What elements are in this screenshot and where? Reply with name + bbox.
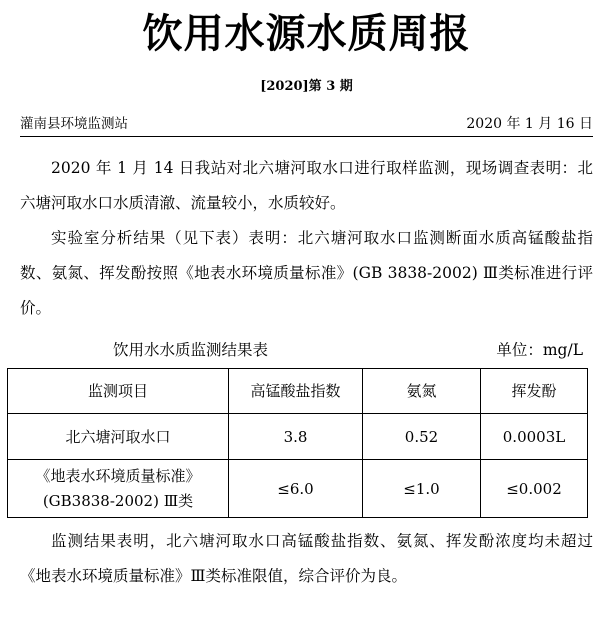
paragraph-field-survey: 2020 年 1 月 14 日我站对北六塘河取水口进行取样监测，现场调查表明：北六塘河取水口水质清澈、流量较小，水质较好。 bbox=[20, 159, 593, 212]
issue-number: [2020]第 3 期 bbox=[260, 79, 353, 94]
masthead-meta bbox=[20, 115, 593, 137]
table-header-row bbox=[8, 369, 588, 414]
cell-standard-volatile-phenol: ≤0.002 bbox=[481, 460, 588, 518]
issue-date: 2020 年 1 月 16 日 bbox=[466, 116, 593, 132]
table-caption-row bbox=[20, 335, 593, 365]
cell-standard-ammonia-nitrogen: ≤1.0 bbox=[363, 460, 481, 518]
cell-ammonia-nitrogen: 0.52 bbox=[363, 414, 481, 460]
table-unit-label: 单位：mg/L bbox=[496, 341, 583, 359]
paragraph-conclusion: 监测结果表明，北六塘河取水口高锰酸盐指数、氨氮、挥发酚浓度均未超过《地表水环境质量标准》Ⅲ类标准限值，综合评价为良。 bbox=[20, 532, 593, 585]
cell-standard-name bbox=[8, 460, 229, 518]
table-row bbox=[8, 414, 588, 460]
body-copy bbox=[20, 151, 593, 326]
column-header-volatile-phenol: 挥发酚 bbox=[481, 369, 588, 414]
column-header-ammonia-nitrogen: 氨氮 bbox=[363, 369, 481, 414]
column-header-item: 监测项目 bbox=[8, 369, 229, 414]
water-quality-results-table bbox=[7, 368, 588, 518]
cell-permanganate-index: 3.8 bbox=[229, 414, 363, 460]
table-row bbox=[8, 460, 588, 518]
column-header-permanganate-index: 高锰酸盐指数 bbox=[229, 369, 363, 414]
table-caption: 饮用水水质监测结果表 bbox=[113, 341, 269, 359]
cell-standard-permanganate-index: ≤6.0 bbox=[229, 460, 363, 518]
cell-sample-site: 北六塘河取水口 bbox=[8, 414, 229, 460]
cell-volatile-phenol: 0.0003L bbox=[481, 414, 588, 460]
closing-section bbox=[20, 524, 593, 594]
page-title: 饮用水源水质周报 bbox=[142, 11, 471, 57]
standard-name-line-2: (GB3838-2002) Ⅲ类 bbox=[42, 491, 194, 510]
standard-name-line-1: 《地表水环境质量标准》 bbox=[35, 466, 201, 485]
paragraph-lab-analysis: 实验室分析结果（见下表）表明：北六塘河取水口监测断面水质高锰酸盐指数、氨氮、挥发酚按照《地表水环境质量标准》(GB 3838-2002) Ⅲ类标准进行评价。 bbox=[20, 229, 593, 317]
issuing-organization: 灌南县环境监测站 bbox=[20, 116, 128, 132]
